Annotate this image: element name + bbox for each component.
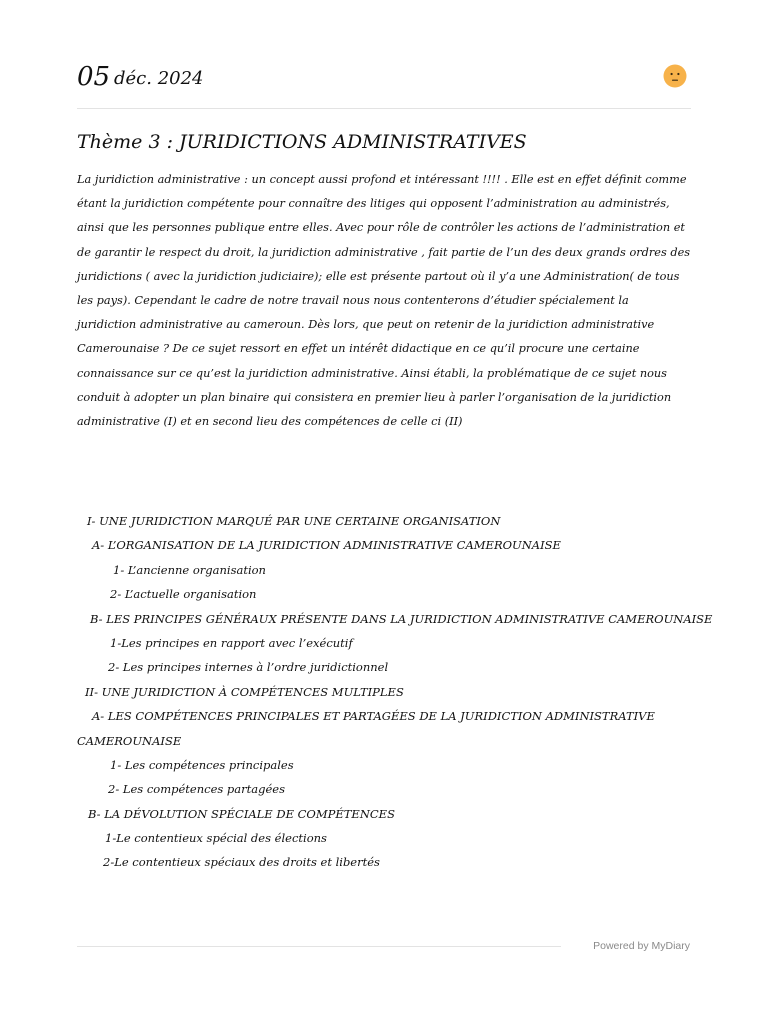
outline-item: 1-Les principes en rapport avec l’exécutif (110, 635, 353, 650)
outline-item: A- LES COMPÉTENCES PRINCIPALES ET PARTAGÉES DE LA JURIDICTION ADMINISTRATIVE (92, 709, 655, 724)
outline-item: 2- Les principes internes à l’ordre juridictionnel (108, 660, 389, 675)
outline-item: A- L’ORGANISATION DE LA JURIDICTION ADMINISTRATIVE CAMEROUNAISE (92, 538, 561, 553)
outline-item: CAMEROUNAISE (77, 733, 182, 748)
intro-paragraph: La juridiction administrative : un concept aussi profond et intéressant !!!! . Elle est en effet définit comme étant la juridiction compétente pour connaître des litiges qui opposent l’administration au administrés, ainsi que les personnes publique entre elles. Avec pour rôle de contrôler les actions de l’administration et de garantir le respect du droit, la juridiction administrative , fait partie de l’un des deux grands ordres des juridictions ( avec la juridiction judiciaire); elle est présente partout où il y’a une Administration( de tous les pays). Cependant le cadre de notre travail nous nous contenterons d’étudier spécialement la juridiction administrative au cameroun. Dès lors, que peut on retenir de la juridiction administrative Camerounaise ? De ce sujet ressort en effet un intérêt didactique en ce qu’il procure une certaine connaissance sur ce qu’est la juridiction administrative. Ainsi établi, la problématique de ce sujet nous conduit à adopter un plan binaire qui consistera en premier lieu à parler l’organisation de la juridiction administrative (I) et en second lieu des compétences de celle ci (II) (77, 173, 691, 429)
outline-item: I- UNE JURIDICTION MARQUÉ PAR UNE CERTAINE ORGANISATION (87, 514, 501, 528)
outline-item: 2-Le contentieux spéciaux des droits et libertés (103, 855, 380, 870)
entry-title: Thème 3 : JURIDICTIONS ADMINISTRATIVES (77, 131, 527, 153)
outline-item: II- UNE JURIDICTION À COMPÉTENCES MULTIPLES (85, 684, 404, 699)
footer-divider (77, 946, 561, 947)
outline-item: 2- L’actuelle organisation (110, 587, 257, 602)
outline-item: 1- L’ancienne organisation (113, 562, 266, 577)
header-divider (77, 108, 691, 109)
outline-item: B- LA DÉVOLUTION SPÉCIALE DE COMPÉTENCES (88, 806, 395, 821)
plan-outline (0, 509, 768, 875)
entry-body (77, 168, 691, 434)
entry-header (77, 60, 691, 100)
outline-item: 1-Le contentieux spécial des élections (105, 831, 327, 846)
entry-date-month-year: déc. 2024 (114, 68, 204, 89)
outline-item: B- LES PRINCIPES GÉNÉRAUX PRÉSENTE DANS LA JURIDICTION ADMINISTRATIVE CAMEROUNAISE (90, 611, 713, 626)
outline-item: 2- Les compétences partagées (108, 782, 285, 797)
powered-by-link[interactable]: Powered by MyDiary (593, 940, 690, 952)
entry-date-day: 05 (77, 62, 111, 92)
outline-item: 1- Les compétences principales (110, 757, 294, 772)
neutral-face-icon[interactable] (663, 64, 687, 88)
